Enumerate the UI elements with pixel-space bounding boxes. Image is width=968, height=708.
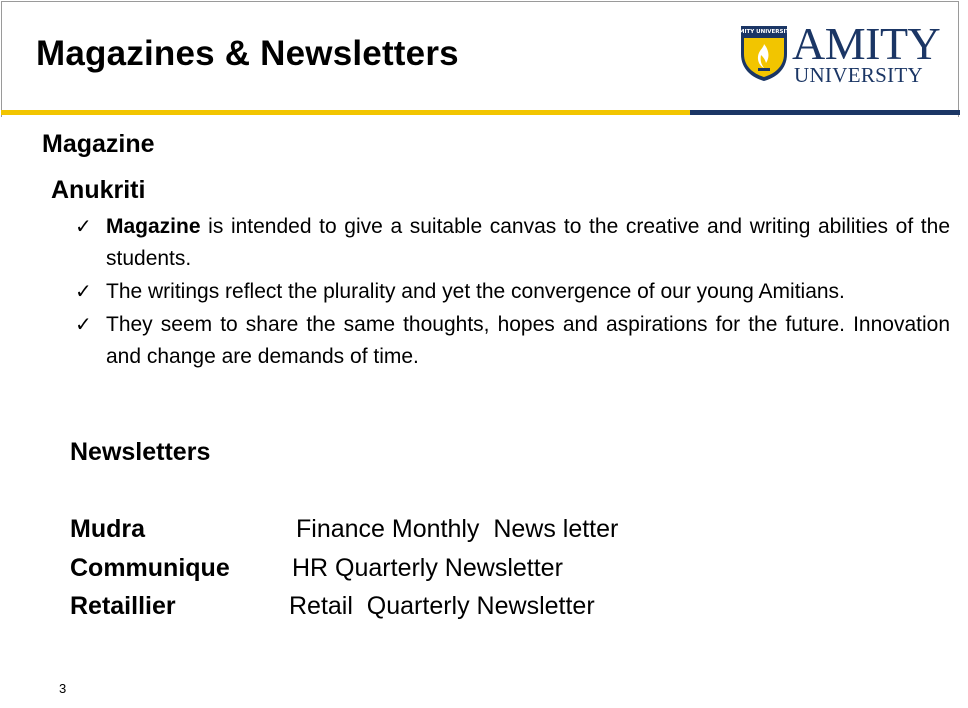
bullet-text: is intended to give a suitable canvas to the creative and writing abilities of the students. [106,215,950,270]
newsletter-name-retaillier: Retaillier [70,592,176,620]
bullet-item [75,309,950,373]
magazine-bullets [75,211,950,374]
bullet-item [75,211,950,275]
header-divider-blue [690,110,960,115]
newsletter-desc-retaillier: Retail Quarterly Newsletter [289,592,595,620]
bullet-item [75,276,950,308]
magazine-heading: Magazine [42,130,155,158]
bullet-text: The writings reflect the plurality and yet the convergence of our young Amitians. [106,280,845,303]
logo-amity-text: AMITY [792,18,941,69]
page-number: 3 [59,681,67,696]
newsletter-desc-mudra: Finance Monthly News letter [296,515,619,543]
newsletters-heading: Newsletters [70,438,211,466]
check-icon: ✓ [75,281,92,303]
bullet-text: They seem to share the same thoughts, hopes and aspirations for the future. Innovation and change are demands of time. [106,313,950,368]
check-icon: ✓ [75,314,92,336]
magazine-name: Anukriti [51,176,146,204]
bullet-bold-text: Magazine [106,215,201,238]
slide-title: Magazines & Newsletters [36,34,459,73]
emblem-text: AMITY UNIVERSITY [734,29,794,35]
newsletter-name-mudra: Mudra [70,515,145,543]
newsletter-name-communique: Communique [70,554,230,582]
amity-university-logo [734,18,941,87]
check-icon: ✓ [75,216,92,238]
logo-university-text: UNIVERSITY [794,63,923,87]
amity-shield-icon [734,24,794,82]
header-divider-yellow [1,110,690,115]
newsletter-desc-communique: HR Quarterly Newsletter [292,554,563,582]
